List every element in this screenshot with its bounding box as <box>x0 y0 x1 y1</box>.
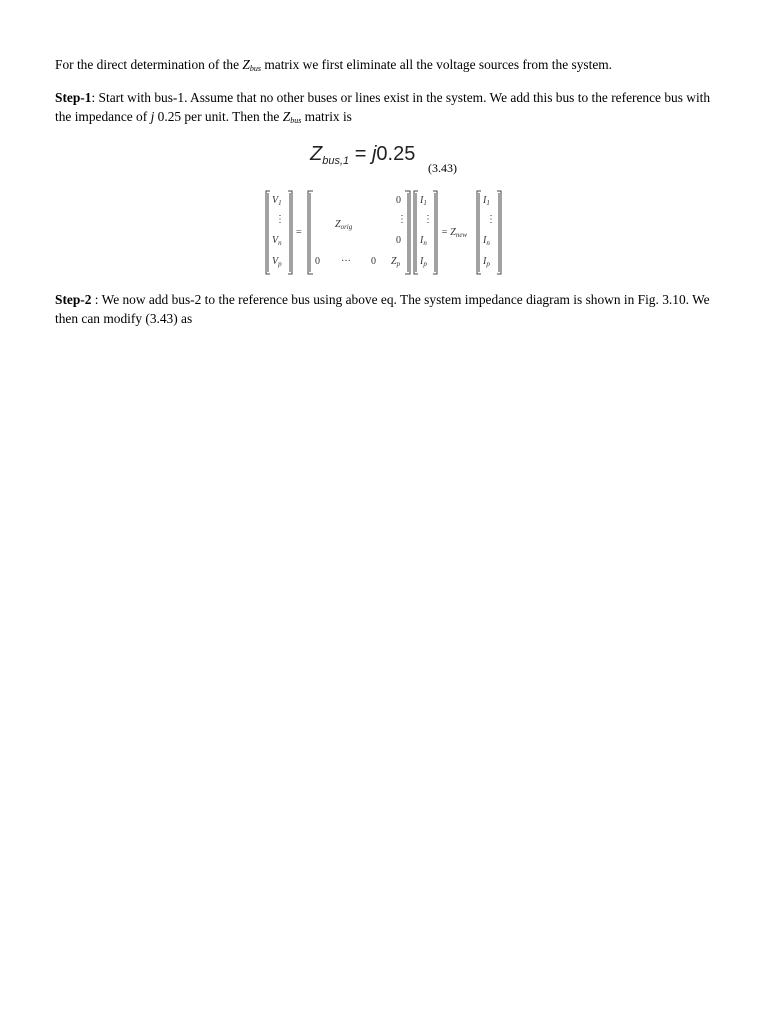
v1-entry: $V_1$ <box>272 195 282 207</box>
in-entry: $I_n$ <box>420 235 427 247</box>
eq-rhs-value: 0.25 <box>376 143 416 165</box>
matrix-brackets <box>255 188 505 278</box>
ip-entry: $I_p$ <box>420 256 427 268</box>
step-2-label: Step-2 <box>55 292 92 307</box>
v-vdots: ⋮ <box>275 214 285 225</box>
z-orig-entry: $Z_{orig}$ <box>335 219 353 231</box>
paragraph-step-2 <box>55 290 715 328</box>
step-1-text-c: matrix is <box>301 109 352 124</box>
step-1-text-b: 0.25 per unit. Then the <box>154 109 283 124</box>
z-vdots: ⋮ <box>397 214 407 225</box>
matrix-equation <box>255 188 505 278</box>
eq-j: j <box>371 143 377 165</box>
eq-lhs-subscript: bus,1 <box>322 155 350 167</box>
equals-znew: = $Z_{new}$ <box>441 227 468 239</box>
zero-entry-row-start: 0 <box>315 256 320 267</box>
i1-entry-right: $I_1$ <box>483 195 490 207</box>
step-1-text-a: : Start with bus-1. Assume that no other buses or lines exist in the system. We add this bus to the reference bus with the impedance of <box>55 90 711 124</box>
zbus-symbol: Z <box>282 109 291 124</box>
eq-lhs-z: Z <box>310 143 323 165</box>
i-vdots: ⋮ <box>423 214 433 225</box>
vn-entry: $V_n$ <box>272 235 282 247</box>
paragraph-intro <box>55 55 715 78</box>
zero-entry-row-end: 0 <box>371 256 376 267</box>
intro-text-end: matrix we first eliminate all the voltage sources from the system. <box>261 57 613 72</box>
i-vdots-right: ⋮ <box>486 214 496 225</box>
paragraph-step-1 <box>55 88 715 130</box>
equation-number: (3.43) <box>428 161 457 175</box>
eq-equals: = <box>349 143 372 165</box>
j-symbol: j <box>150 109 155 124</box>
step-1-label: Step-1 <box>55 90 92 105</box>
zbus-symbol: Z <box>242 57 250 72</box>
equals-sign: = <box>296 227 302 238</box>
equation-zbus-1 <box>310 143 415 167</box>
step-2-text: : We now add bus-2 to the reference bus using above eq. The system impedance diagram is shown in Fig. 3.10. We then can modify (3.43) as <box>55 292 710 326</box>
vp-entry: $V_p$ <box>272 256 282 268</box>
intro-text-start: For the direct determination of the <box>55 57 243 72</box>
zero-entry-n: 0 <box>396 235 401 246</box>
zbus-subscript: bus <box>249 64 261 73</box>
zp-entry: $Z_p$ <box>391 256 401 268</box>
in-entry-right: $I_n$ <box>483 235 490 247</box>
ip-entry-right: $I_p$ <box>483 256 490 268</box>
row-hdots: ··· <box>341 256 351 267</box>
i1-entry: $I_1$ <box>420 195 427 207</box>
zbus-subscript: bus <box>290 116 302 125</box>
zero-entry-1: 0 <box>396 195 401 206</box>
